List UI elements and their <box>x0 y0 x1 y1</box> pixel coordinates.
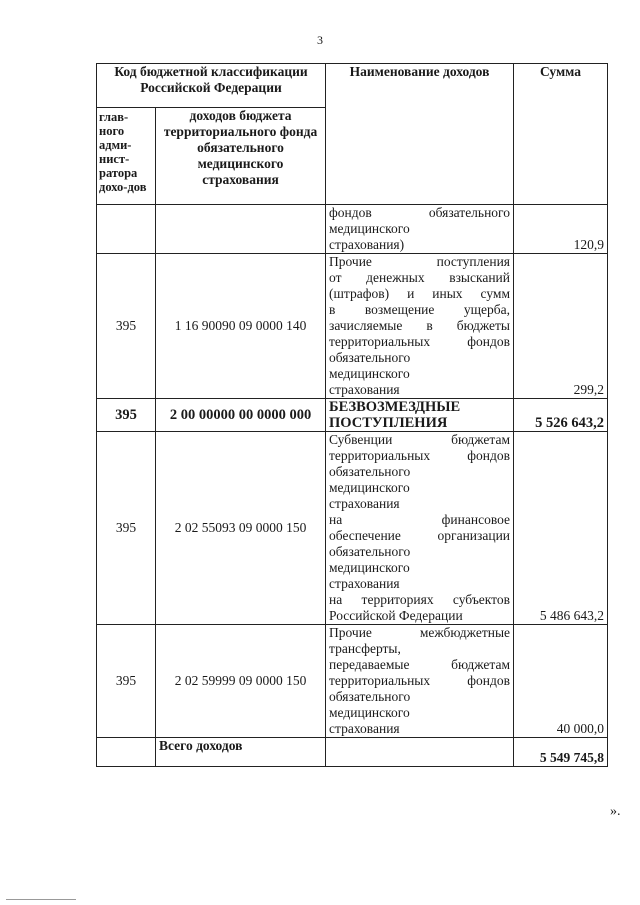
income-name-line: в возмещение ущерба, <box>329 302 511 317</box>
income-name-line: страхования <box>329 721 400 736</box>
row-admin-code: 395 <box>97 432 156 625</box>
header-col-name: Наименование доходов <box>326 64 514 205</box>
row-sum: 120,9 <box>514 205 608 254</box>
income-name-line: фондов обязательного <box>329 205 511 220</box>
row-classification-code: 2 02 55093 09 0000 150 <box>156 432 326 625</box>
income-name-line: страхования <box>329 496 400 511</box>
header-col-sum: Сумма <box>514 64 608 205</box>
row-classification-code: 2 00 00000 00 0000 000 <box>156 399 326 432</box>
table-body <box>97 205 608 738</box>
row-classification-code: 1 16 90090 09 0000 140 <box>156 254 326 399</box>
closing-quote-mark: ». <box>610 804 621 819</box>
table-header-row <box>97 64 608 108</box>
row-income-name <box>326 432 514 625</box>
total-empty-name-cell <box>326 738 514 767</box>
row-admin-code: 395 <box>97 399 156 432</box>
row-sum: 5 526 643,2 <box>514 399 608 432</box>
income-name-line: Прочие межбюджетные <box>329 625 511 640</box>
total-row <box>97 738 608 767</box>
income-name-line: обязательного <box>329 464 411 479</box>
row-sum: 40 000,0 <box>514 625 608 738</box>
income-name-line: страхования <box>329 382 400 397</box>
row-sum: 299,2 <box>514 254 608 399</box>
income-name-line: обеспечение организации <box>329 528 511 543</box>
income-name-line: Российской Федерации <box>329 608 463 623</box>
income-name-line: обязательного <box>329 350 411 365</box>
header-group-title: Код бюджетной классификации Российской Федерации <box>97 64 326 108</box>
row-admin-code <box>97 205 156 254</box>
income-name-line: страхования <box>329 576 400 591</box>
income-name-line: на территориях субъектов <box>329 592 511 607</box>
total-sum: 5 549 745,8 <box>514 738 608 767</box>
income-name-line: территориальных фондов <box>329 334 511 349</box>
table-row <box>97 205 608 254</box>
income-name-line: медицинского <box>329 480 410 495</box>
income-name-line: обязательного <box>329 689 411 704</box>
table-row <box>97 625 608 738</box>
income-name-line: медицинского <box>329 560 410 575</box>
income-name-line: трансферты, <box>329 641 401 656</box>
header-col-code: доходов бюджета территориального фонда обязательного медицинского страхования <box>156 108 326 205</box>
income-name-line: на финансовое <box>329 512 511 527</box>
income-name-line: медицинского <box>329 705 410 720</box>
row-income-name <box>326 399 514 432</box>
income-name-line: территориальных фондов <box>329 448 511 463</box>
income-name-line: БЕЗВОЗМЕЗДНЫЕ <box>329 399 461 415</box>
income-name-line: медицинского <box>329 221 410 236</box>
page-number: 3 <box>317 33 323 47</box>
row-income-name <box>326 254 514 399</box>
income-name-line: Субвенции бюджетам <box>329 432 511 447</box>
row-sum: 5 486 643,2 <box>514 432 608 625</box>
footer-divider <box>6 899 76 900</box>
row-income-name <box>326 205 514 254</box>
income-name-line: страхования) <box>329 237 405 252</box>
income-name-line: медицинского <box>329 366 410 381</box>
row-classification-code: 2 02 59999 09 0000 150 <box>156 625 326 738</box>
income-table <box>96 63 608 767</box>
income-name-line: территориальных фондов <box>329 673 511 688</box>
total-label: Всего доходов <box>156 738 326 767</box>
income-name-line: Прочие поступления <box>329 254 511 269</box>
table-row <box>97 254 608 399</box>
row-admin-code: 395 <box>97 254 156 399</box>
income-name-line: (штрафов) и иных сумм <box>329 286 511 301</box>
income-name-line: от денежных взысканий <box>329 270 511 285</box>
income-name-line: передаваемые бюджетам <box>329 657 511 672</box>
table-row <box>97 432 608 625</box>
row-admin-code: 395 <box>97 625 156 738</box>
income-name-line: зачисляемые в бюджеты <box>329 318 511 333</box>
table-row <box>97 399 608 432</box>
row-income-name <box>326 625 514 738</box>
income-name-line: обязательного <box>329 544 411 559</box>
total-empty-cell <box>97 738 156 767</box>
row-classification-code <box>156 205 326 254</box>
header-col-admin: глав-ного адми-нист-ратора дохо-дов <box>97 108 156 205</box>
income-name-line: ПОСТУПЛЕНИЯ <box>329 415 448 431</box>
